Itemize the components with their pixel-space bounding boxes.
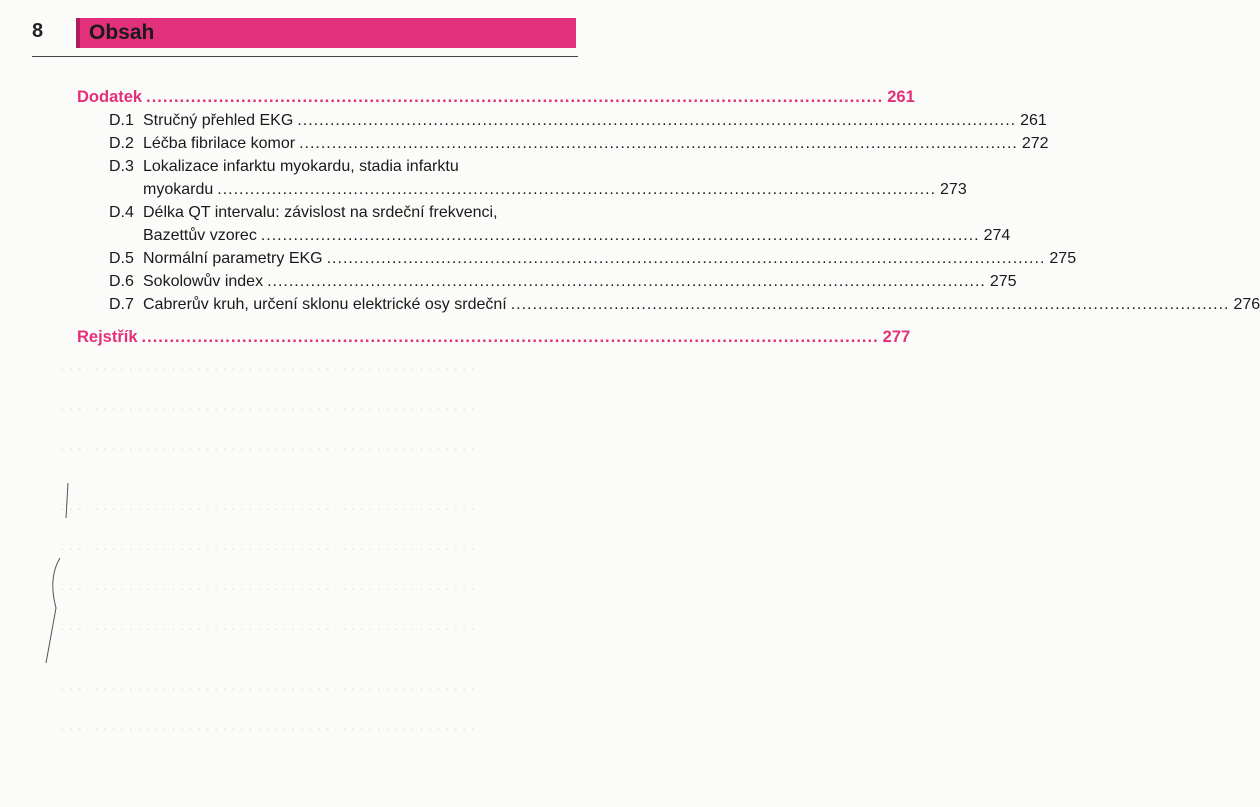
entry-number: D.5 bbox=[109, 250, 134, 267]
entry-title: Léčba fibrilace komor bbox=[143, 135, 296, 152]
entry-number: D.7 bbox=[109, 296, 134, 313]
entry-number: D.4 bbox=[109, 204, 134, 221]
toc-entry-d2[interactable] bbox=[77, 135, 1049, 153]
header-rule bbox=[32, 56, 578, 57]
dot-leader: .................................................................................................................................... bbox=[297, 112, 1017, 129]
pencil-mark bbox=[38, 478, 78, 668]
entry-title: Normální parametry EKG bbox=[143, 250, 323, 267]
entry-number: D.6 bbox=[109, 273, 134, 290]
toc-entry-d7[interactable] bbox=[77, 296, 1260, 314]
entry-title: Délka QT intervalu: závislost na srdeční frekvenci, bbox=[143, 204, 498, 221]
entry-page: 275 bbox=[1049, 250, 1077, 267]
entry-title: Cabrerův kruh, určení sklonu elektrické osy srdeční bbox=[143, 296, 507, 313]
section-title: Dodatek bbox=[77, 88, 143, 106]
dot-leader: .................................................................................................................................... bbox=[267, 273, 986, 290]
dot-leader: .................................................................................................................................... bbox=[326, 250, 1046, 267]
toc-entry-d4-continued[interactable] bbox=[77, 227, 1011, 245]
dot-leader: .................................................................................................................................... bbox=[260, 227, 980, 244]
toc-section-dodatek[interactable] bbox=[77, 88, 915, 107]
entry-number: D.2 bbox=[109, 135, 134, 152]
toc-entry-d3-continued[interactable] bbox=[77, 181, 967, 199]
dot-leader: .................................................................................................................................... bbox=[146, 88, 884, 106]
entry-page: 272 bbox=[1021, 135, 1049, 152]
entry-page: 261 bbox=[1020, 112, 1047, 129]
entry-page: 275 bbox=[989, 273, 1017, 290]
dot-leader: .................................................................................................................................... bbox=[299, 135, 1018, 152]
entry-title-continued: myokardu bbox=[143, 181, 214, 198]
section-page: 261 bbox=[887, 88, 915, 106]
entry-title: Stručný přehled EKG bbox=[143, 112, 294, 129]
dot-leader: .................................................................................................................................... bbox=[510, 296, 1230, 313]
toc-entry-d3[interactable] bbox=[77, 158, 575, 176]
section-title: Rejstřík bbox=[77, 328, 138, 346]
dot-leader: .................................................................................................................................... bbox=[217, 181, 937, 198]
entry-title: Sokolowův index bbox=[143, 273, 264, 290]
entry-number: D.3 bbox=[109, 158, 134, 175]
header-bar bbox=[76, 18, 576, 48]
page-number: 8 bbox=[32, 20, 44, 42]
entry-title: Lokalizace infarktu myokardu, stadia infarktu bbox=[143, 158, 459, 175]
entry-page: 274 bbox=[983, 227, 1011, 244]
toc-entry-d6[interactable] bbox=[77, 273, 1017, 291]
page-title: Obsah bbox=[89, 21, 155, 44]
toc-entry-d5[interactable] bbox=[77, 250, 1077, 268]
toc-entry-d1[interactable] bbox=[77, 112, 1047, 130]
section-page: 277 bbox=[882, 328, 911, 346]
entry-title-continued: Bazettův vzorec bbox=[143, 227, 257, 244]
entry-number: D.1 bbox=[109, 112, 134, 129]
entry-page: 273 bbox=[940, 181, 967, 198]
toc-entry-d4[interactable] bbox=[77, 204, 575, 222]
dot-leader: .................................................................................................................................... bbox=[141, 328, 879, 346]
toc-section-rejstrik[interactable] bbox=[77, 328, 911, 347]
entry-page: 276 bbox=[1233, 296, 1260, 313]
